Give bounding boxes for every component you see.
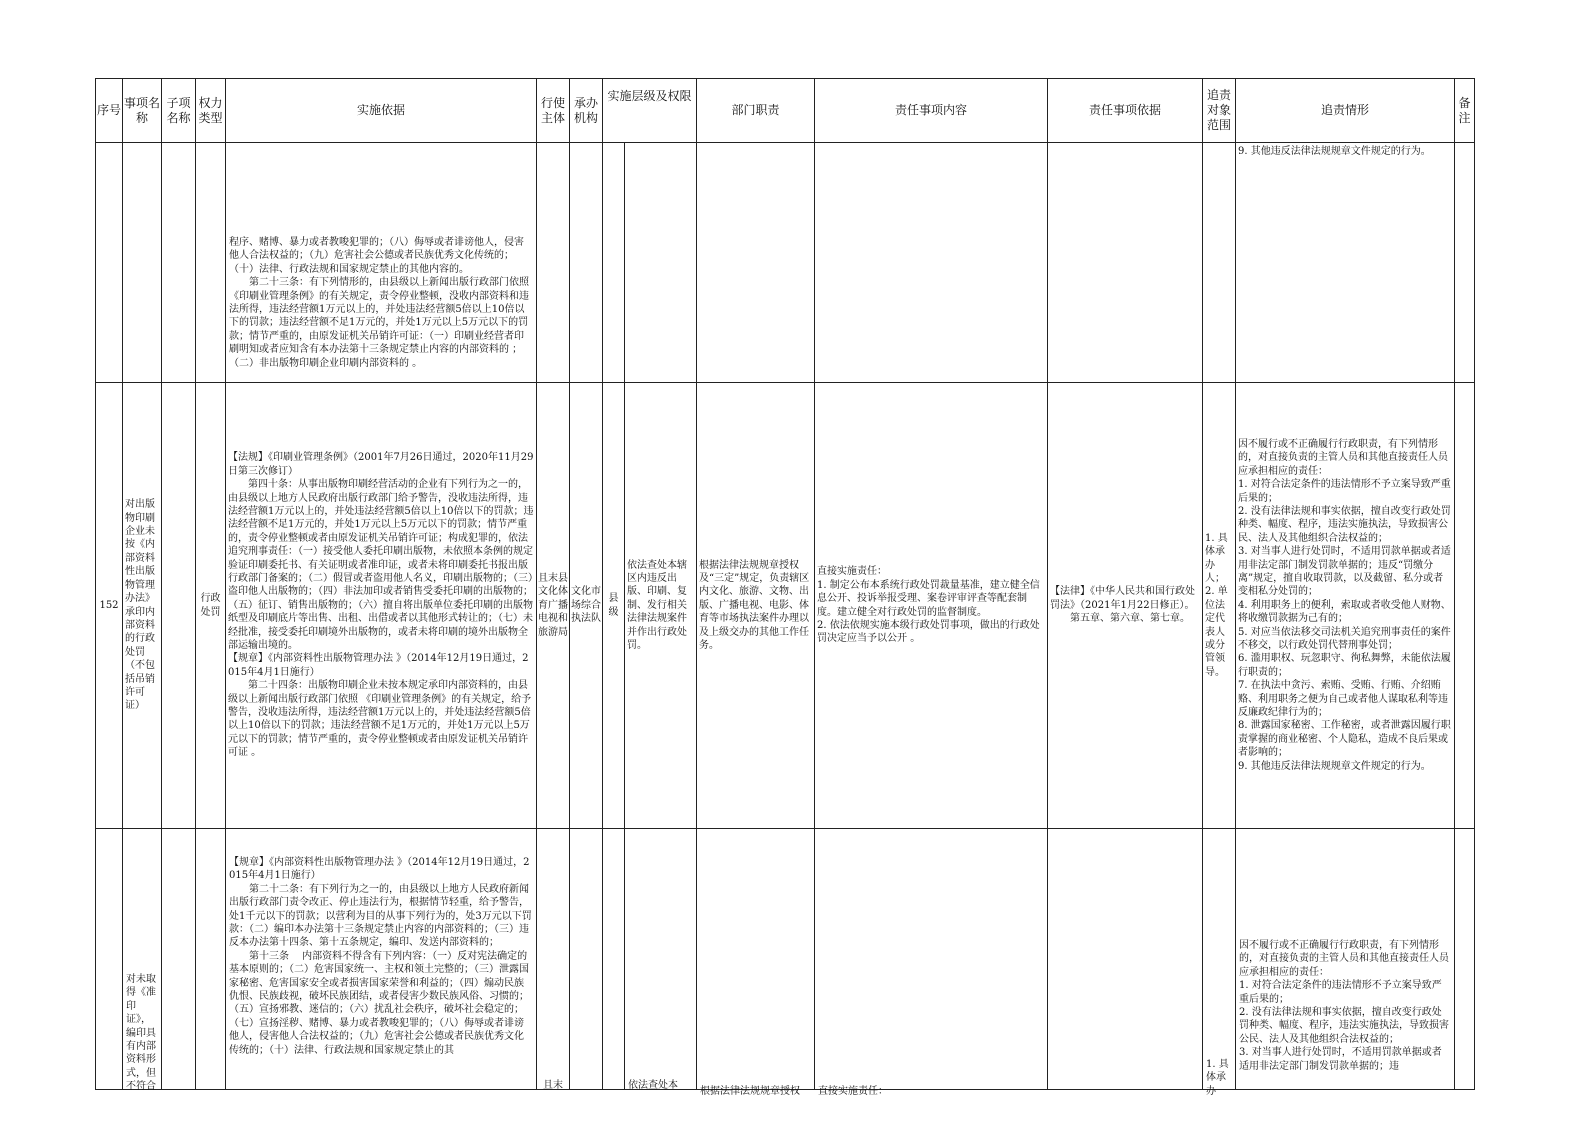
header-resp-basis: 责任事项依据 bbox=[1048, 79, 1203, 143]
header-item-name: 事项名称 bbox=[123, 79, 162, 143]
header-agency: 承办机构 bbox=[570, 79, 603, 143]
scope-cell: 1. 具体承办人； 2. 单位法定代表人或分管领导。 bbox=[1205, 532, 1228, 678]
dept-duty-cell: 根据法律法规规章授权及“三定”规定，负责辖区内文化、旅游、文物、出版、广播电视、电影、体育等市场执法案件办理以及上级交办的其他工作任务。 bbox=[699, 559, 810, 652]
header-resp-content: 责任事项内容 bbox=[815, 79, 1048, 143]
subject-cell: 且末 bbox=[543, 1080, 563, 1091]
level-cell: 县级 bbox=[608, 593, 619, 618]
resp-content-cell: 直接实施责任： 1. 制定公布本系统行政处罚裁量基准，建立健全信息公开、投诉举报受理、案卷评审评查等配套制度。建立健全对行政处罚的监督制度。 2. 依法依规实施本级行政处罚事项，做出的行政处罚决定应当予以公开 。 bbox=[817, 566, 1040, 645]
responsibility-table bbox=[95, 78, 1475, 1097]
header-level-authority: 实施层级及权限 bbox=[603, 79, 697, 143]
power-type-cell: 行政处罚 bbox=[200, 593, 221, 618]
header-basis: 实施依据 bbox=[226, 79, 537, 143]
header-scope: 追责对象范围 bbox=[1203, 79, 1236, 143]
header-power-type: 权力类型 bbox=[196, 79, 226, 143]
table-row bbox=[96, 829, 1475, 1090]
accountability-cell: 9. 其他违反法律法规规章文件规定的行为。 bbox=[1238, 146, 1431, 157]
scope-cell: 1. 具体承办 bbox=[1206, 1059, 1229, 1097]
document-sheet bbox=[95, 78, 1474, 1097]
authority-cell: 依法查处本辖区内违反出版、印刷、复制、发行相关法律法规案件并作出行政处罚。 bbox=[627, 559, 687, 652]
dept-duty-cell: 根据法律法规规章授权 bbox=[700, 1086, 801, 1097]
header-row bbox=[96, 79, 1475, 143]
item-name-cell: 对出版物印刷企业未按《内部资料性出版物管理办法》承印内部资料的行政处罚（不包括吊销许可证） bbox=[125, 499, 155, 712]
item-name-cell: 对未取得《准印证》，编印具有内部资料形式，但不符合 bbox=[126, 974, 156, 1093]
header-accountability: 追责情形 bbox=[1236, 79, 1455, 143]
header-seq: 序号 bbox=[96, 79, 123, 143]
agency-cell: 文化市场综合执法队 bbox=[571, 586, 601, 625]
accountability-cell: 因不履行或不正确履行行政职责，有下列情形的，对直接负责的主管人员和其他直接责任人员应承担相应的责任： 1. 对符合法定条件的违法情形不予立案导致严重后果的； 2. 没有法律法规和事实依据，擅自改变行政处罚种类、幅度、程序，违法实施执法，导致损害公民、法人及其他组织合法权益的； 3. 对当事人进行处罚时，不适用罚款单据或者适用非法定部门制发罚款单据的；违 bbox=[1239, 940, 1450, 1072]
accountability-cell: 因不履行或不正确履行行政职责，有下列情形的，对直接负责的主管人员和其他直接责任人员应承担相应的责任： 1. 对符合法定条件的违法情形不予立案导致严重后果的； 2. 没有法律法规和事实依据，擅自改变行政处罚种类、幅度、程序，违法实施执法，导致损害公民、法人及其他组织合法权益的； 3. 对当事人进行处罚时，不适用罚款单据或者适用非法定部门制发罚款单据的；违反“罚缴分离”规定，擅自收取罚款，以及截留、私分或者变相私分处罚的； 4. 利用职务上的便利，索取或者收受他人财物、将收缴罚款据为己有的； 5. 对应当依法移交司法机关追究刑事责任的案件不移交，以行政处罚代替刑事处罚； 6. 滥用职权、玩忽职守、徇私舞弊，未能依法履行职责的； 7. 在执法中贪污、索贿、受贿、行贿、介绍贿赂、利用职务之便为自己或者他人谋取私利等违反廉政纪律行为的； 8. 泄露国家秘密、工作秘密，或者泄露因履行职责掌握的商业秘密、个人隐私，造成不良后果或者影响的； 9. 其他违反法律法规规章文件规定的行为。 bbox=[1238, 438, 1451, 772]
basis-cell: 程序、赌博、暴力或者教唆犯罪的；（八）侮辱或者诽谤他人，侵害他人合法权益的；（九）危害社会公德或者民族优秀文化传统的；（十）法律、行政法规和国家规定禁止的其他内容的。 第二十三条：有下列情形的，由县级以上新闻出版行政部门依照《印刷业管理条例》的有关规定，责令停业整顿，没收内部资料和违法所得，违法经营额1万元以上的，并处违法经营额5倍以上10倍以下的罚款；违法经营额不足1万元的，并处1万元以上5万元以下的罚款；情节严重的，由原发证机关吊销许可证：（一）印刷业经营者印刷明知或者应知含有本办法第十三条规定禁止内容的内部资料的 ；（二）非出版物印刷企业印刷内部资料的 。 bbox=[229, 236, 529, 369]
authority-cell: 依法查处本 bbox=[628, 1080, 678, 1091]
header-dept-duty: 部门职责 bbox=[697, 79, 815, 143]
resp-basis-cell: 【法律】《中华人民共和国行政处罚法》（2021年1月22日修正）。 第五章、第六章、第七章。 bbox=[1050, 586, 1196, 625]
basis-cell: 【规章】《内部资料性出版物管理办法 》（2014年12月19日通过，2015年4月1日施行） 第二十二条：有下列行为之一的，由县级以上地方人民政府新闻出版行政部门责令改正、停止违法行为，根据情节轻重，给予警告，处1千元以下的罚款；以营利为目的从事下列行为的，处3万元以下罚款：（二）编印本办法第十三条规定禁止内容的内部资料的；（三）违反本办法第十四条、第十五条规定，编印、发送内部资料的； 第十三条 内部资料不得含有下列内容：（一）反对宪法确定的基本原则的；（二）危害国家统一、主权和领土完整的；（三）泄露国家秘密、危害国家安全或者损害国家荣誉和利益的；（四）煽动民族仇恨、民族歧视，破坏民族团结，或者侵害少数民族风俗、习惯的；（五）宣扬邪教、迷信的；（六）扰乱社会秩序，破坏社会稳定的；（七）宣扬淫秽、赌博、暴力或者教唆犯罪的；（八）侮辱或者诽谤他人，侵害他人合法权益的；（九）危害社会公德或者民族优秀文化传统的；（十）法律、行政法规和国家规定禁止的其 bbox=[229, 857, 532, 1056]
header-subject: 行使主体 bbox=[537, 79, 570, 143]
seq-cell: 152 bbox=[99, 599, 119, 611]
basis-cell: 【法规】《印刷业管理条例》（2001年7月26日通过，2020年11月29日第三次修订） 第四十条：从事出版物印刷经营活动的企业有下列行为之一的，由县级以上地方人民政府出版行政部门给予警告，没收违法所得，违法经营额1万元以上的，并处违法经营额5倍以上10倍以下的罚款；违法经营额不足1万元的，并处1万元以上5万元以下的罚款；情节严重的，责令停业整顿或者由原发证机关吊销许可证；构成犯罪的，依法追究刑事责任：（一）接受他人委托印刷出版物，未依照本条例的规定验证印刷委托书、有关证明或者准印证，或者未将印刷委托书报出版行政部门备案的；（二）假冒或者盗用他人名义，印刷出版物的；（三）盗印他人出版物的；（四）非法加印或者销售受委托印刷的出版物的；（五）征订、销售出版物的；（六）擅自将出版单位委托印刷的出版物纸型及印刷底片等出售、出租、出借或者以其他形式转让的；（七）未经批准，接受委托印刷境外出版物的，或者未将印刷的境外出版物全部运输出境的。 【规章】《内部资料性出版物管理办法 》（2014年12月19日通过，2015年4月1日施行） 第二十四条：出版物印刷企业未按本规定承印内部资料的，由县级以上新闻出版行政部门依照 《印刷业管理条例》的有关规定，给予警告，没收违法所得，违法经营额1万元以上的，并处违法经营额5倍以上10倍以下的罚款；违法经营额不足1万元的，并处1万元以上5万元以下的罚款；情节严重的，责令停业整顿或者由原发证机关吊销许可证 。 bbox=[228, 452, 534, 759]
table-row bbox=[96, 143, 1475, 383]
table-row bbox=[96, 383, 1475, 829]
subject-cell: 且末县文化体育广播电视和旅游局 bbox=[538, 572, 568, 638]
resp-content-cell: 直接实施责任： bbox=[818, 1086, 889, 1097]
header-remark: 备注 bbox=[1455, 79, 1475, 143]
header-sub-item: 子项名称 bbox=[162, 79, 196, 143]
